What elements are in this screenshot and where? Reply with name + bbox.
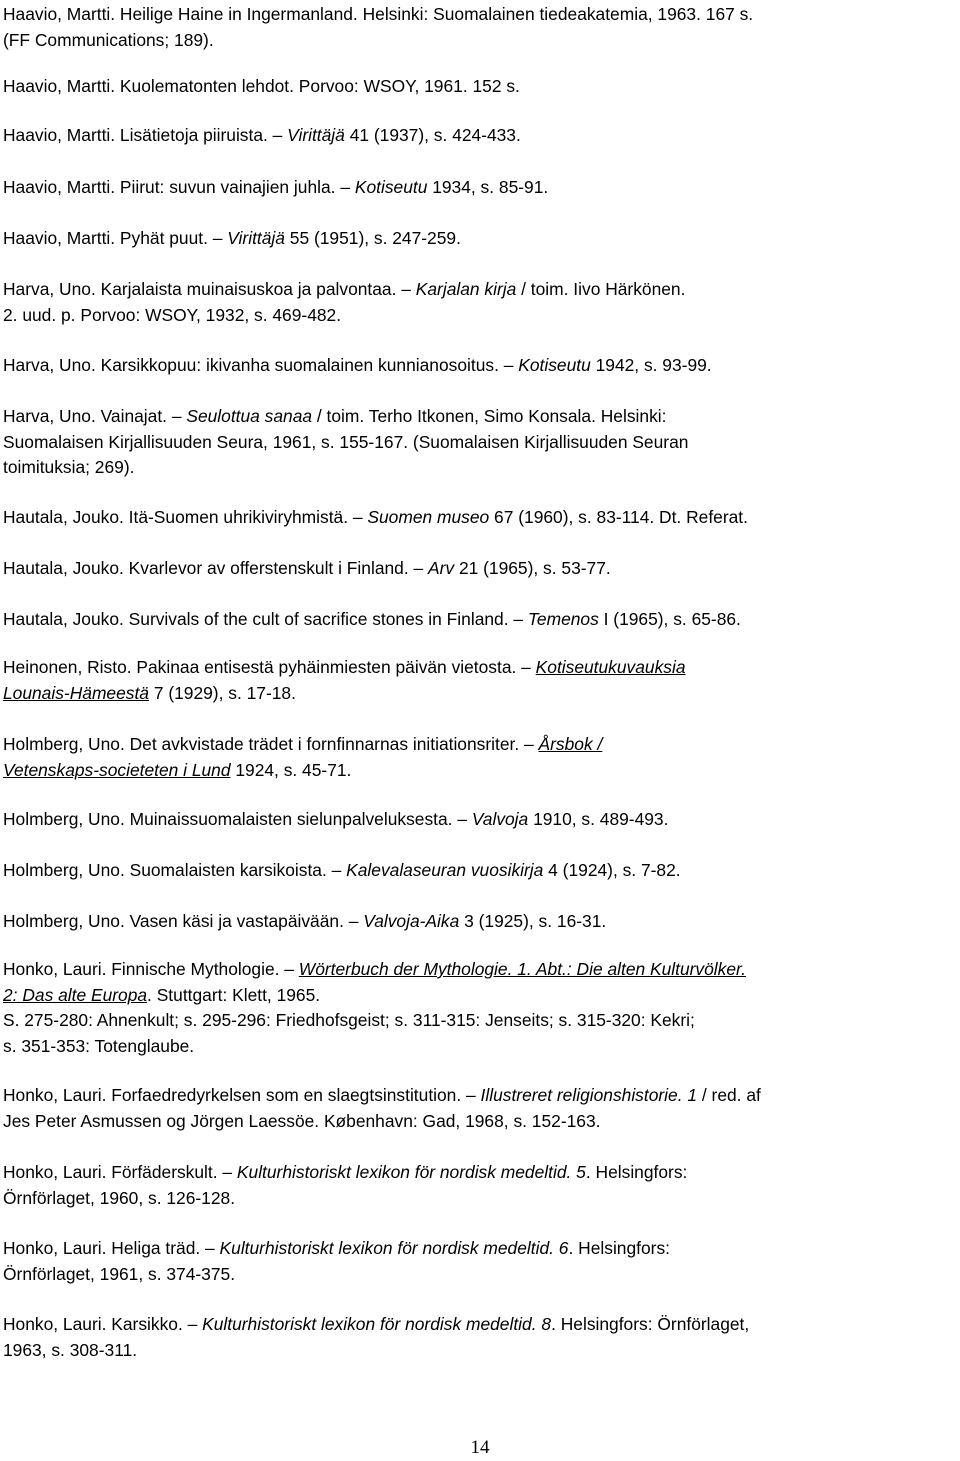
- entry-line: [3, 1312, 958, 1338]
- entry-title-italic: Valvoja: [471, 809, 529, 829]
- entry-text: Haavio, Martti. Pyhät puut. –: [3, 228, 228, 248]
- bibliography-entry: [3, 175, 958, 201]
- entry-title-italic: Vetenskaps-societeten i Lund: [3, 759, 231, 780]
- entry-line: [3, 353, 958, 379]
- entry-text: Holmberg, Uno. Vasen käsi ja vastapäivään. –: [3, 911, 364, 931]
- entry-text: 3 (1925), s. 16-31.: [459, 911, 607, 931]
- bibliography-entry: [3, 1236, 958, 1287]
- bibliography-entry: [3, 1083, 958, 1134]
- entry-line: [3, 74, 958, 100]
- entry-title-italic: 2: Das alte Europa: [3, 984, 148, 1005]
- entry-text: 2. uud. p. Porvoo: WSOY, 1932, s. 469-482.: [3, 304, 342, 325]
- entry-text: / toim. Terho Itkonen, Simo Konsala. Helsinki:: [312, 406, 667, 426]
- entry-title-italic: Suomen museo: [367, 507, 490, 527]
- entry-line: [3, 2, 958, 28]
- entry-text: Honko, Lauri. Heliga träd. –: [3, 1238, 220, 1258]
- entry-title-italic: Karjalan kirja: [415, 279, 517, 299]
- entry-line: [3, 28, 958, 54]
- entry-line: [3, 430, 958, 456]
- entry-text: I (1965), s. 65-86.: [598, 609, 741, 629]
- entry-line: [3, 404, 958, 430]
- bibliography-entry: [3, 1312, 958, 1363]
- entry-line: [3, 1008, 958, 1034]
- bibliography-entry: [3, 655, 958, 706]
- bibliography-entry: [3, 732, 958, 783]
- entry-line: [3, 556, 958, 582]
- entry-text: 1963, s. 308-311.: [3, 1339, 138, 1360]
- entry-line: [3, 1236, 958, 1262]
- bibliography-entry: [3, 909, 958, 935]
- entry-text: / toim. Iivo Härkönen.: [516, 279, 686, 299]
- entry-text: . Helsingfors: Örnförlaget,: [551, 1314, 750, 1334]
- entry-text: 1910, s. 489-493.: [528, 809, 669, 829]
- entry-text: Hautala, Jouko. Itä-Suomen uhrikiviryhmistä. –: [3, 507, 368, 527]
- entry-text: S. 275-280: Ahnenkult; s. 295-296: Friedhofsgeist; s. 311-315: Jenseits; s. 315-320: Kekri;: [3, 1010, 695, 1030]
- bibliography-entry: [3, 607, 958, 633]
- entry-text: Hautala, Jouko. Survivals of the cult of sacrifice stones in Finland. –: [3, 609, 528, 629]
- bibliography-entry: [3, 858, 958, 884]
- entry-title-italic: Lounais-Hämeestä: [3, 682, 149, 703]
- bibliography-entry: [3, 404, 958, 481]
- bibliography-entry: [3, 556, 958, 582]
- entry-title-italic: Kotiseutu: [518, 355, 591, 375]
- entry-text: Holmberg, Uno. Suomalaisten karsikoista. –: [3, 860, 347, 880]
- entry-text: 1942, s. 93-99.: [590, 355, 712, 375]
- entry-text: Heinonen, Risto. Pakinaa entisestä pyhäinmiesten päivän vietosta. –: [3, 657, 536, 677]
- entry-text: 1934, s. 85-91.: [427, 177, 549, 197]
- entry-title-italic: Kulturhistoriskt lexikon för nordisk medeltid. 6: [219, 1238, 569, 1258]
- entry-text: Jes Peter Asmussen og Jörgen Laessöe. København: Gad, 1968, s. 152-163.: [3, 1110, 601, 1131]
- entry-text: Holmberg, Uno. Muinaissuomalaisten sielunpalveluksesta. –: [3, 809, 472, 829]
- entry-line: [3, 226, 958, 252]
- bibliography-entry: [3, 1160, 958, 1211]
- entry-text: 41 (1937), s. 424-433.: [344, 125, 521, 145]
- page-number: 14: [470, 1437, 490, 1458]
- entry-text: Suomalaisen Kirjallisuuden Seura, 1961, s. 155-167. (Suomalaisen Kirjallisuuden Seuran: [3, 431, 689, 452]
- entry-line: [3, 1160, 958, 1186]
- entry-title-italic: Arv: [428, 558, 455, 578]
- entry-text: Honko, Lauri. Finnische Mythologie. –: [3, 959, 299, 979]
- entry-text: 4 (1924), s. 7-82.: [543, 860, 681, 880]
- entry-title-italic: Temenos: [527, 609, 599, 629]
- bibliography-entry: [3, 957, 958, 1059]
- entry-text: Honko, Lauri. Förfäderskult. –: [3, 1162, 237, 1182]
- entry-text: . Stuttgart: Klett, 1965.: [147, 984, 321, 1005]
- entry-title-italic: Kotiseutu: [354, 177, 428, 197]
- entry-line: [3, 123, 958, 149]
- entry-line: [3, 175, 958, 201]
- entry-text: Honko, Lauri. Forfaedredyrkelsen som en slaegtsinstitution. –: [3, 1085, 481, 1105]
- entry-title-italic: Årsbok /: [538, 734, 603, 754]
- bibliography-entry: [3, 226, 958, 252]
- entry-line: [3, 1186, 958, 1212]
- entry-line: [3, 1338, 958, 1364]
- entry-line: [3, 1109, 958, 1135]
- entry-line: [3, 858, 958, 884]
- entry-text: Haavio, Martti. Lisätietoja piiruista. –: [3, 125, 288, 145]
- entry-line: [3, 1083, 958, 1109]
- entry-text: Hautala, Jouko. Kvarlevor av offerstenskult i Finland. –: [3, 558, 429, 578]
- entry-text: 21 (1965), s. 53-77.: [454, 558, 611, 578]
- entry-line: [3, 655, 958, 681]
- bibliography-entry: [3, 74, 958, 100]
- entry-title-italic: Wörterbuch der Mythologie. 1. Abt.: Die alten Kulturvölker.: [298, 959, 747, 979]
- entry-title-italic: Valvoja-Aika: [363, 911, 460, 931]
- entry-text: toimituksia; 269).: [3, 457, 135, 477]
- entry-text: Haavio, Martti. Heilige Haine in Ingermanland. Helsinki: Suomalainen tiedeakatemia, 1963. 167 s.: [3, 4, 754, 24]
- entry-text: 1924, s. 45-71.: [230, 759, 352, 780]
- entry-text: Harva, Uno. Vainajat. –: [3, 406, 187, 426]
- entry-title-italic: Kulturhistoriskt lexikon för nordisk medeltid. 8: [202, 1314, 552, 1334]
- bibliography-entry: [3, 123, 958, 149]
- entry-line: [3, 732, 958, 758]
- entry-title-italic: Virittäjä: [227, 228, 285, 248]
- entry-text: / red. af: [697, 1085, 761, 1105]
- entry-line: [3, 983, 958, 1009]
- entry-line: [3, 681, 958, 707]
- entry-text: Holmberg, Uno. Det avkvistade trädet i fornfinnarnas initiationsriter. –: [3, 734, 539, 754]
- entry-title-italic: Seulottua sanaa: [186, 406, 313, 426]
- entry-text: Honko, Lauri. Karsikko. –: [3, 1314, 203, 1334]
- bibliography-entry: [3, 807, 958, 833]
- entry-line: [3, 277, 958, 303]
- entry-text: Haavio, Martti. Piirut: suvun vainajien juhla. –: [3, 177, 355, 197]
- entry-title-italic: Illustreret religionshistorie. 1: [480, 1085, 698, 1105]
- entry-text: Harva, Uno. Karsikkopuu: ikivanha suomalainen kunnianosoitus. –: [3, 355, 519, 375]
- entry-text: 7 (1929), s. 17-18.: [148, 682, 296, 703]
- bibliography-entry: [3, 277, 958, 328]
- entry-line: [3, 505, 958, 531]
- entry-title-italic: Kotiseutukuvauksia: [535, 657, 686, 677]
- entry-title-italic: Kalevalaseuran vuosikirja: [346, 860, 544, 880]
- entry-line: [3, 455, 958, 481]
- entry-line: [3, 957, 958, 983]
- entry-text: (FF Communications; 189).: [3, 29, 214, 50]
- entry-title-italic: Kulturhistoriskt lexikon för nordisk medeltid. 5: [236, 1162, 586, 1182]
- entry-line: [3, 807, 958, 833]
- entry-text: Haavio, Martti. Kuolematonten lehdot. Porvoo: WSOY, 1961. 152 s.: [3, 76, 520, 96]
- entry-line: [3, 303, 958, 329]
- entry-line: [3, 607, 958, 633]
- entry-line: [3, 1034, 958, 1060]
- entry-text: s. 351-353: Totenglaube.: [3, 1035, 195, 1056]
- entry-text: . Helsingfors:: [568, 1238, 670, 1258]
- entry-text: Harva, Uno. Karjalaista muinaisuskoa ja palvontaa. –: [3, 279, 416, 299]
- entry-title-italic: Virittäjä: [287, 125, 345, 145]
- entry-text: 55 (1951), s. 247-259.: [284, 228, 461, 248]
- entry-line: [3, 1262, 958, 1288]
- bibliography-entry: [3, 353, 958, 379]
- bibliography-entry: [3, 2, 958, 53]
- entry-line: [3, 758, 958, 784]
- bibliography-entry: [3, 505, 958, 531]
- entry-text: . Helsingfors:: [585, 1162, 688, 1182]
- entry-text: 67 (1960), s. 83-114. Dt. Referat.: [489, 507, 748, 527]
- entry-line: [3, 909, 958, 935]
- entry-text: Örnförlaget, 1961, s. 374-375.: [3, 1263, 236, 1284]
- entry-text: Örnförlaget, 1960, s. 126-128.: [3, 1187, 236, 1208]
